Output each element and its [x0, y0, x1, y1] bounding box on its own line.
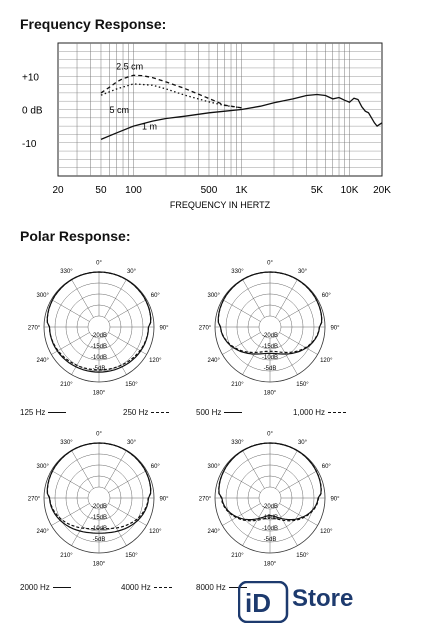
- legend-swatch: [48, 412, 66, 413]
- polar-ring-label: -15dB: [90, 515, 108, 521]
- polar-ring-label: -10dB: [261, 355, 279, 361]
- polar-angle-label: 330°: [231, 440, 244, 447]
- polar-legend-entry: [196, 408, 242, 417]
- polar-spoke: [222, 504, 260, 526]
- x-tick-label: 20: [52, 185, 64, 196]
- polar-spoke: [51, 300, 89, 322]
- polar-ring-label: -5dB: [263, 366, 277, 372]
- polar-angle-label: 90°: [159, 325, 169, 332]
- polar-angle-label: 270°: [27, 496, 41, 503]
- polar-legend-entry: [123, 408, 169, 417]
- polar-spoke: [72, 279, 94, 317]
- legend-swatch: [328, 412, 346, 413]
- polar-angle-label: 90°: [330, 325, 340, 332]
- polar-ring-label: -20dB: [261, 333, 279, 339]
- polar-spoke: [109, 471, 147, 493]
- x-tick-label: 1K: [235, 185, 248, 196]
- polar-spoke: [109, 300, 147, 322]
- polar-spoke: [280, 504, 318, 526]
- polar-angle-label: 330°: [231, 269, 244, 276]
- polar-angle-label: 300°: [207, 293, 220, 299]
- polar-panel: [28, 432, 169, 568]
- x-axis-label: FREQUENCY IN HERTZ: [169, 200, 271, 210]
- polar-ring-label: -20dB: [90, 333, 108, 339]
- polar-legend-entry: [20, 583, 71, 592]
- polar-angle-label: 120°: [320, 529, 333, 535]
- polar-angle-label: 150°: [125, 552, 138, 559]
- polar-ring-label: -5dB: [92, 366, 106, 372]
- polar-angle-label: 90°: [159, 496, 169, 503]
- polar-angle-label: 210°: [231, 381, 244, 388]
- legend-label: 125 Hz: [20, 408, 46, 417]
- polar-angle-label: 270°: [27, 325, 41, 332]
- polar-spoke: [280, 300, 318, 322]
- polar-angle-label: 210°: [60, 552, 73, 559]
- polar-angle-label: 150°: [296, 552, 309, 559]
- polar-angle-label: 210°: [231, 552, 244, 559]
- polar-spoke: [72, 450, 94, 488]
- polar-spoke: [51, 471, 89, 493]
- polar-angle-label: 270°: [198, 496, 212, 503]
- polar-angle-label: 240°: [207, 529, 220, 535]
- polar-angle-label: 330°: [60, 440, 73, 447]
- legend-swatch: [154, 587, 172, 588]
- frequency-response-title: Frequency Response:: [20, 16, 167, 32]
- polar-ring-label: -10dB: [90, 526, 108, 532]
- series-label: 5 cm: [109, 104, 130, 115]
- polar-panel: [28, 261, 169, 397]
- polar-angle-label: 300°: [36, 293, 49, 299]
- legend-label: 500 Hz: [196, 408, 222, 417]
- x-tick-label: 5K: [310, 185, 324, 196]
- polar-angle-label: 330°: [60, 269, 73, 276]
- polar-ring-label: -10dB: [90, 355, 108, 361]
- polar-spoke: [222, 471, 260, 493]
- polar-spoke: [276, 279, 298, 317]
- x-tick-label: 100: [125, 185, 142, 196]
- polar-panel: [199, 261, 340, 397]
- polar-ring-label: -15dB: [90, 344, 108, 350]
- polar-angle-label: 0°: [267, 260, 273, 267]
- legend-swatch: [151, 412, 169, 413]
- polar-angle-label: 0°: [96, 431, 102, 438]
- polar-angle-label: 300°: [36, 464, 49, 470]
- legend-label: 4000 Hz: [121, 583, 151, 592]
- polar-angle-label: 300°: [207, 464, 220, 470]
- polar-angle-label: 30°: [126, 269, 137, 276]
- polar-angle-label: 270°: [198, 325, 212, 332]
- polar-ring-label: -20dB: [261, 504, 279, 510]
- y-tick-label: 0 dB: [22, 105, 43, 117]
- legend-swatch: [53, 587, 71, 588]
- x-tick-label: 10K: [340, 185, 359, 196]
- polar-angle-label: 120°: [149, 358, 162, 364]
- legend-label: 250 Hz: [123, 408, 149, 417]
- polar-legend-entry: [293, 408, 346, 417]
- polar-angle-label: 180°: [263, 561, 277, 568]
- polar-spoke: [105, 279, 127, 317]
- polar-angle-label: 240°: [36, 358, 49, 364]
- logo-text: Store: [292, 585, 354, 612]
- x-tick-label: 500: [200, 185, 218, 196]
- polar-ring-label: -20dB: [90, 504, 108, 510]
- polar-angle-label: 0°: [267, 431, 273, 438]
- polar-spoke: [222, 300, 260, 322]
- polar-angle-label: 30°: [297, 269, 308, 276]
- legend-swatch: [224, 412, 242, 413]
- polar-angle-label: 150°: [125, 381, 138, 388]
- frequency-response-chart: [0, 0, 436, 215]
- legend-label: 2000 Hz: [20, 583, 50, 592]
- polar-spoke: [109, 504, 147, 526]
- polar-angle-label: 0°: [96, 260, 102, 267]
- polar-legend-entry: [121, 583, 172, 592]
- polar-angle-label: 120°: [149, 529, 162, 535]
- series-line-2.5-cm: [101, 75, 242, 108]
- series-label: 2.5 cm: [116, 61, 144, 72]
- x-tick-label: 20K: [373, 185, 391, 196]
- polar-ring-label: -15dB: [261, 515, 279, 521]
- polar-ring-label: -15dB: [261, 344, 279, 350]
- polar-spoke: [243, 450, 265, 488]
- polar-ring-label: -5dB: [92, 537, 106, 543]
- polar-ring-label: -10dB: [261, 526, 279, 532]
- polar-angle-label: 120°: [320, 358, 333, 364]
- polar-angle-label: 60°: [321, 293, 331, 299]
- polar-spoke: [280, 471, 318, 493]
- series-label: 1 m: [142, 121, 158, 132]
- polar-spoke: [276, 450, 298, 488]
- polar-angle-label: 60°: [150, 293, 160, 299]
- y-tick-label: -10: [22, 138, 37, 150]
- polar-angle-label: 240°: [36, 529, 49, 535]
- polar-response-title: Polar Response:: [20, 228, 131, 244]
- polar-angle-label: 30°: [126, 440, 137, 447]
- polar-angle-label: 180°: [263, 390, 277, 397]
- polar-angle-label: 210°: [60, 381, 73, 388]
- polar-angle-label: 90°: [330, 496, 340, 503]
- polar-panel: [199, 432, 340, 568]
- y-tick-label: +10: [22, 72, 39, 84]
- legend-label: 8000 Hz: [196, 583, 226, 592]
- polar-angle-label: 60°: [150, 464, 160, 470]
- polar-angle-label: 60°: [321, 464, 331, 470]
- polar-response-charts: [0, 250, 436, 630]
- polar-angle-label: 150°: [296, 381, 309, 388]
- polar-spoke: [276, 337, 298, 375]
- svg-text:iD: iD: [245, 588, 271, 618]
- polar-spoke: [243, 279, 265, 317]
- polar-angle-label: 180°: [92, 561, 106, 568]
- polar-angle-label: 30°: [297, 440, 308, 447]
- polar-spoke: [276, 508, 298, 546]
- x-tick-label: 50: [95, 185, 107, 196]
- polar-angle-label: 240°: [207, 358, 220, 364]
- polar-ring-label: -5dB: [263, 537, 277, 543]
- polar-spoke: [105, 450, 127, 488]
- polar-legend-entry: [20, 408, 66, 417]
- polar-angle-label: 180°: [92, 390, 106, 397]
- legend-label: 1,000 Hz: [293, 408, 326, 417]
